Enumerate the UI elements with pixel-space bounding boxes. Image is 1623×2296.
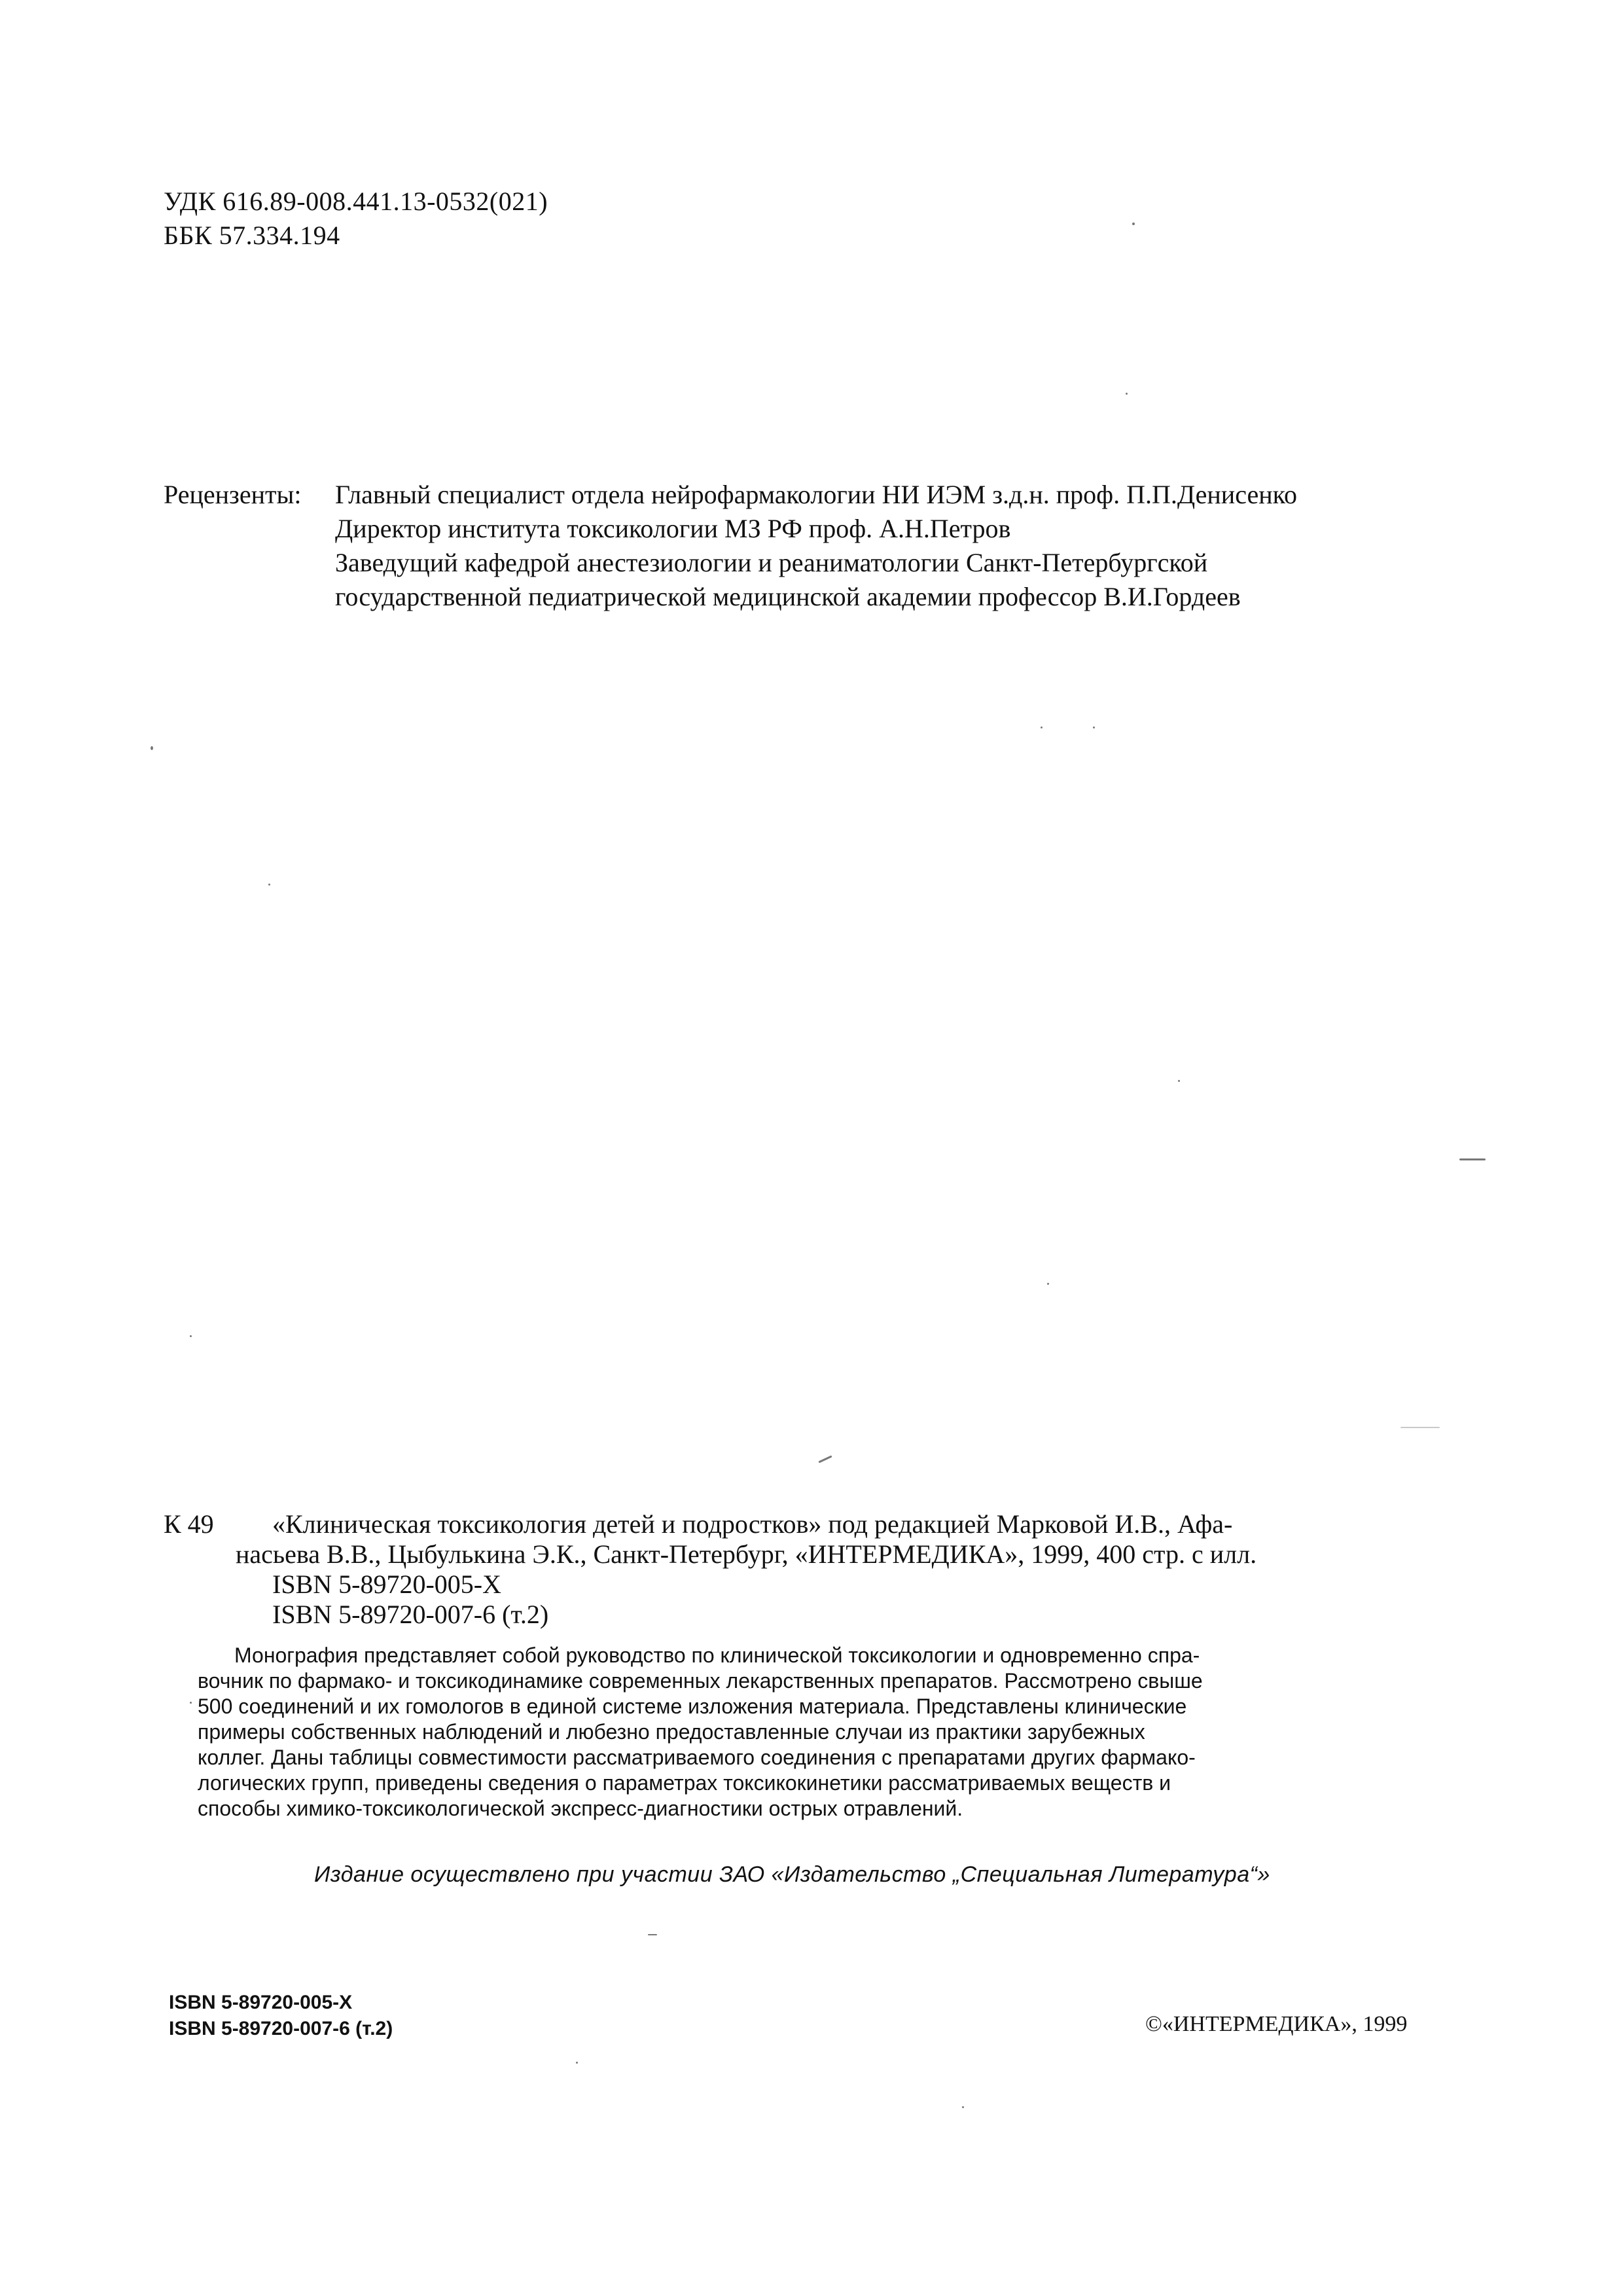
bibliographic-line: «Клиническая токсикология детей и подростков» под редакцией Марковой И.В., Афа- xyxy=(272,1509,1233,1539)
bibliographic-text xyxy=(164,1509,1466,1630)
udk-code: УДК 616.89-008.441.13-0532(021) xyxy=(164,187,548,216)
scan-speck xyxy=(1178,1080,1180,1082)
annotation-line: логических групп, приведены сведения о параметрах токсикокинетики рассматриваемых веществ и xyxy=(198,1771,1171,1795)
scan-speck xyxy=(576,2062,578,2064)
footer-isbn-block xyxy=(169,1990,393,2042)
reviewers-label: Рецензенты: xyxy=(164,480,302,509)
publication-note: Издание осуществлено при участии ЗАО «Издательство „Специальная Литература“» xyxy=(314,1862,1270,1887)
scan-speck xyxy=(648,1934,657,1935)
footer-isbn-line: ISBN 5-89720-007-6 (т.2) xyxy=(169,2018,393,2039)
scan-speck xyxy=(268,884,270,886)
copyright-notice: ©«ИНТЕРМЕДИКА», 1999 xyxy=(1145,2012,1408,2036)
scan-speck xyxy=(1132,223,1135,225)
scan-speck xyxy=(1126,393,1128,395)
footer-isbn-line: ISBN 5-89720-005-X xyxy=(169,1992,353,2013)
scan-speck xyxy=(962,2106,964,2108)
scan-speck xyxy=(818,1455,832,1463)
bbk-code: ББК 57.334.194 xyxy=(164,221,340,250)
isbn-line: ISBN 5-89720-007-6 (т.2) xyxy=(272,1600,549,1629)
scan-speck xyxy=(1093,726,1095,728)
bibliographic-line: насьева В.В., Цыбулькина Э.К., Санкт-Петербург, «ИНТЕРМЕДИКА», 1999, 400 стр. с илл. xyxy=(236,1539,1257,1569)
reviewer-line: Главный специалист отдела нейрофармакологии НИ ИЭМ з.д.н. проф. П.П.Денисенко xyxy=(335,480,1297,509)
scan-speck xyxy=(1047,1283,1049,1285)
classification-codes xyxy=(164,185,548,253)
scan-speck xyxy=(1041,726,1043,728)
annotation-line: коллег. Даны таблицы совместимости рассматриваемого соединения с препаратами других фармако- xyxy=(198,1746,1196,1769)
scan-speck xyxy=(190,1335,192,1337)
annotation-line: 500 соединений и их гомологов в единой системе изложения материала. Представлены клинические xyxy=(198,1695,1187,1718)
reviewer-line: государственной педиатрической медицинской академии профессор В.И.Гордеев xyxy=(335,582,1241,611)
scan-speck xyxy=(151,746,153,750)
catalog-code: К 49 xyxy=(164,1509,214,1539)
annotation-line: Монография представляет собой руководство по клинической токсикологии и одновременно спра- xyxy=(234,1643,1200,1667)
reviewer-line: Заведущий кафедрой анестезиологии и реаниматологии Санкт-Петербургской xyxy=(335,548,1208,577)
scan-speck xyxy=(1400,1427,1440,1428)
reviewer-line: Директор института токсикологии МЗ РФ проф. А.Н.Петров xyxy=(335,514,1011,543)
annotation-line: примеры собственных наблюдений и любезно предоставленные случаи из практики зарубежных xyxy=(198,1720,1145,1744)
reviewers-list xyxy=(335,478,1474,614)
scan-speck xyxy=(190,1702,192,1704)
annotation-line: способы химико-токсикологической экспресс-диагностики острых отравлений. xyxy=(198,1797,963,1820)
annotation-line: вочник по фармако- и токсикодинамике современных лекарственных препаратов. Рассмотрено свыше xyxy=(198,1669,1203,1693)
scan-speck xyxy=(1459,1158,1486,1160)
annotation xyxy=(198,1643,1465,1821)
isbn-line: ISBN 5-89720-005-X xyxy=(272,1570,501,1599)
